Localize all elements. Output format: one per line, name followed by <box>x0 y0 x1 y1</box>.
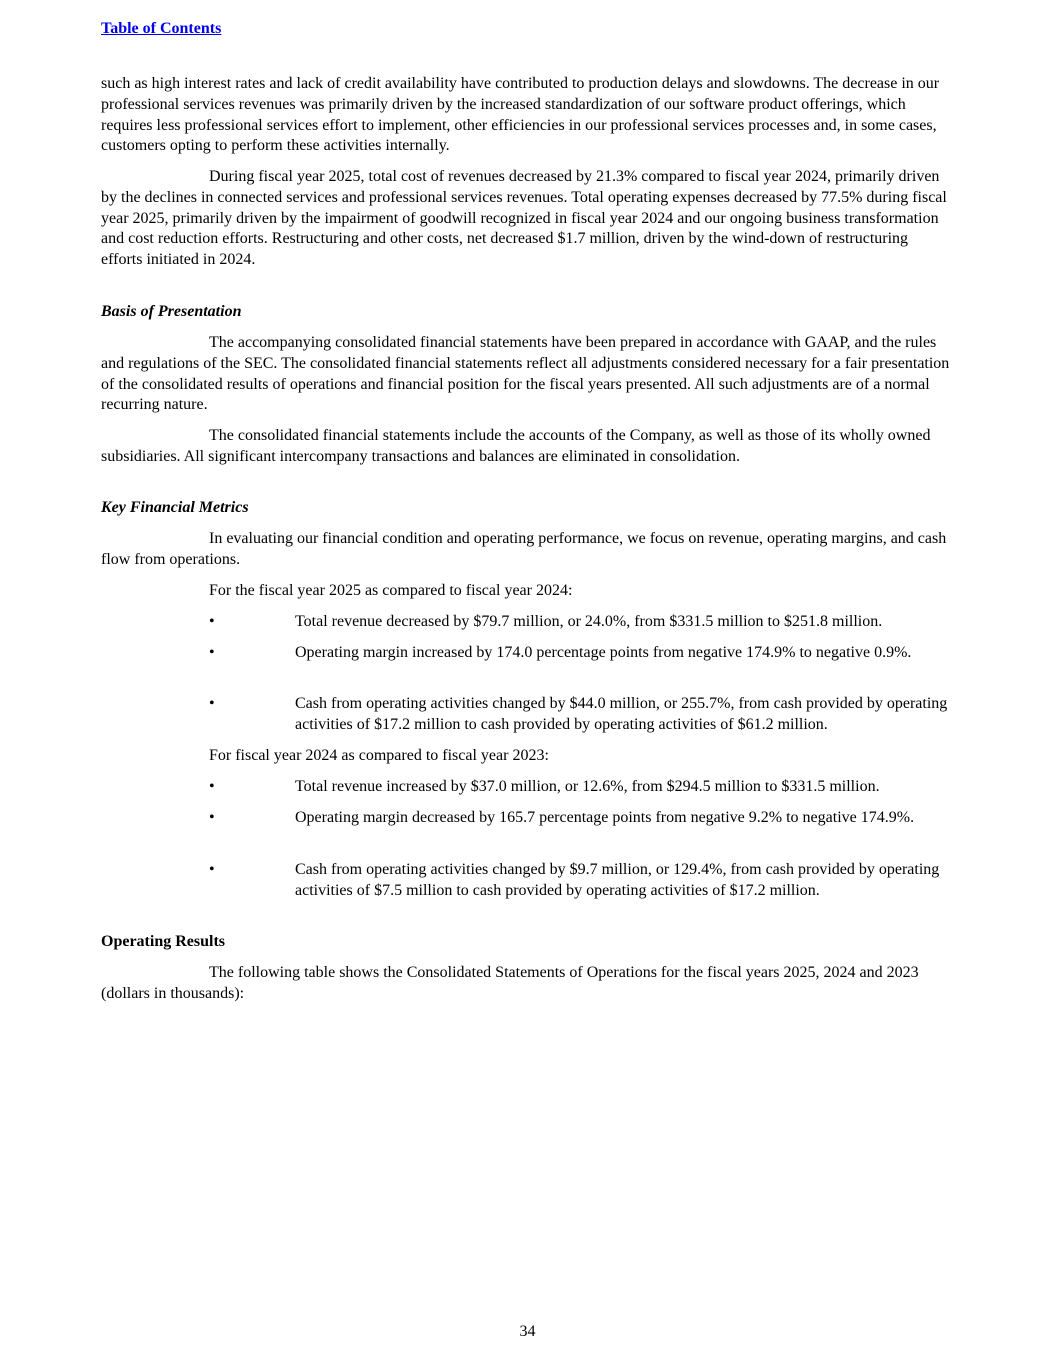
table-of-contents-link[interactable]: Table of Contents <box>101 20 222 37</box>
paragraph-basis-1: The accompanying consolidated financial statements have been prepared in accordance with GAAP, and the rules and regulations of the SEC. The consolidated financial statements reflect all adjustments considered necessary for a fair presentation of the consolidated results of operations and financial position for the fiscal years presented. All such adjustments are of a normal recurring nature. <box>101 334 950 414</box>
bullet-marker: • <box>209 644 215 661</box>
bullet-marker: • <box>209 695 215 712</box>
section-heading-basis-of-presentation: Basis of Presentation <box>101 303 242 320</box>
paragraph-cost-of-revenues: During fiscal year 2025, total cost of revenues decreased by 21.3% compared to fiscal year 2024, primarily driven by the declines in connected services and professional services revenues. Total operating expenses decreased by 77.5% during fiscal year 2025, primarily driven by the impairment of goodwill recognized in fiscal year 2024 and our ongoing business transformation and cost reduction efforts. Restructuring and other costs, net decreased $1.7 million, driven by the wind-down of restructuring efforts initiated in 2024. <box>101 168 947 269</box>
bullet-text: Operating margin increased by 174.0 percentage points from negative 174.9% to negative 0.9%. <box>295 644 912 661</box>
paragraph-basis-2: The consolidated financial statements include the accounts of the Company, as well as those of its wholly owned subsidiaries. All significant intercompany transactions and balances are eliminated in consolidation. <box>101 427 931 465</box>
section-heading-key-financial-metrics: Key Financial Metrics <box>101 499 249 516</box>
fy2025-comparison-intro: For the fiscal year 2025 as compared to fiscal year 2024: <box>209 582 573 599</box>
bullet-marker: • <box>209 861 215 878</box>
bullet-marker: • <box>209 613 215 630</box>
bullet-marker: • <box>209 809 215 826</box>
bullet-text: Total revenue increased by $37.0 million, or 12.6%, from $294.5 million to $331.5 million. <box>295 778 880 795</box>
fy2024-comparison-intro: For fiscal year 2024 as compared to fiscal year 2023: <box>209 747 549 764</box>
paragraph-operating-results: The following table shows the Consolidated Statements of Operations for the fiscal years 2025, 2024 and 2023 (dollars in thousands): <box>101 964 919 1002</box>
bullet-text: Cash from operating activities changed by $44.0 million, or 255.7%, from cash provided by operating activities of $17.2 million to cash provided by operating activities of $61.2 million. <box>295 695 948 733</box>
paragraph-continuation: such as high interest rates and lack of credit availability have contributed to production delays and slowdowns. The decrease in our professional services revenues was primarily driven by the increased standardization of our software product offerings, which requires less professional services effort to implement, other efficiencies in our professional services processes and, in some cases, customers opting to perform these activities internally. <box>101 75 940 155</box>
bullet-text: Cash from operating activities changed by $9.7 million, or 129.4%, from cash provided by operating activities of $7.5 million to cash provided by operating activities of $17.2 million. <box>295 861 940 899</box>
bullet-marker: • <box>209 778 215 795</box>
bullet-text: Total revenue decreased by $79.7 million, or 24.0%, from $331.5 million to $251.8 million. <box>295 613 883 630</box>
section-heading-operating-results: Operating Results <box>101 933 225 950</box>
bullet-text: Operating margin decreased by 165.7 percentage points from negative 9.2% to negative 174.9%. <box>295 809 915 826</box>
paragraph-metrics-intro: In evaluating our financial condition and operating performance, we focus on revenue, operating margins, and cash flow from operations. <box>101 530 947 568</box>
page-number: 34 <box>519 1323 536 1340</box>
